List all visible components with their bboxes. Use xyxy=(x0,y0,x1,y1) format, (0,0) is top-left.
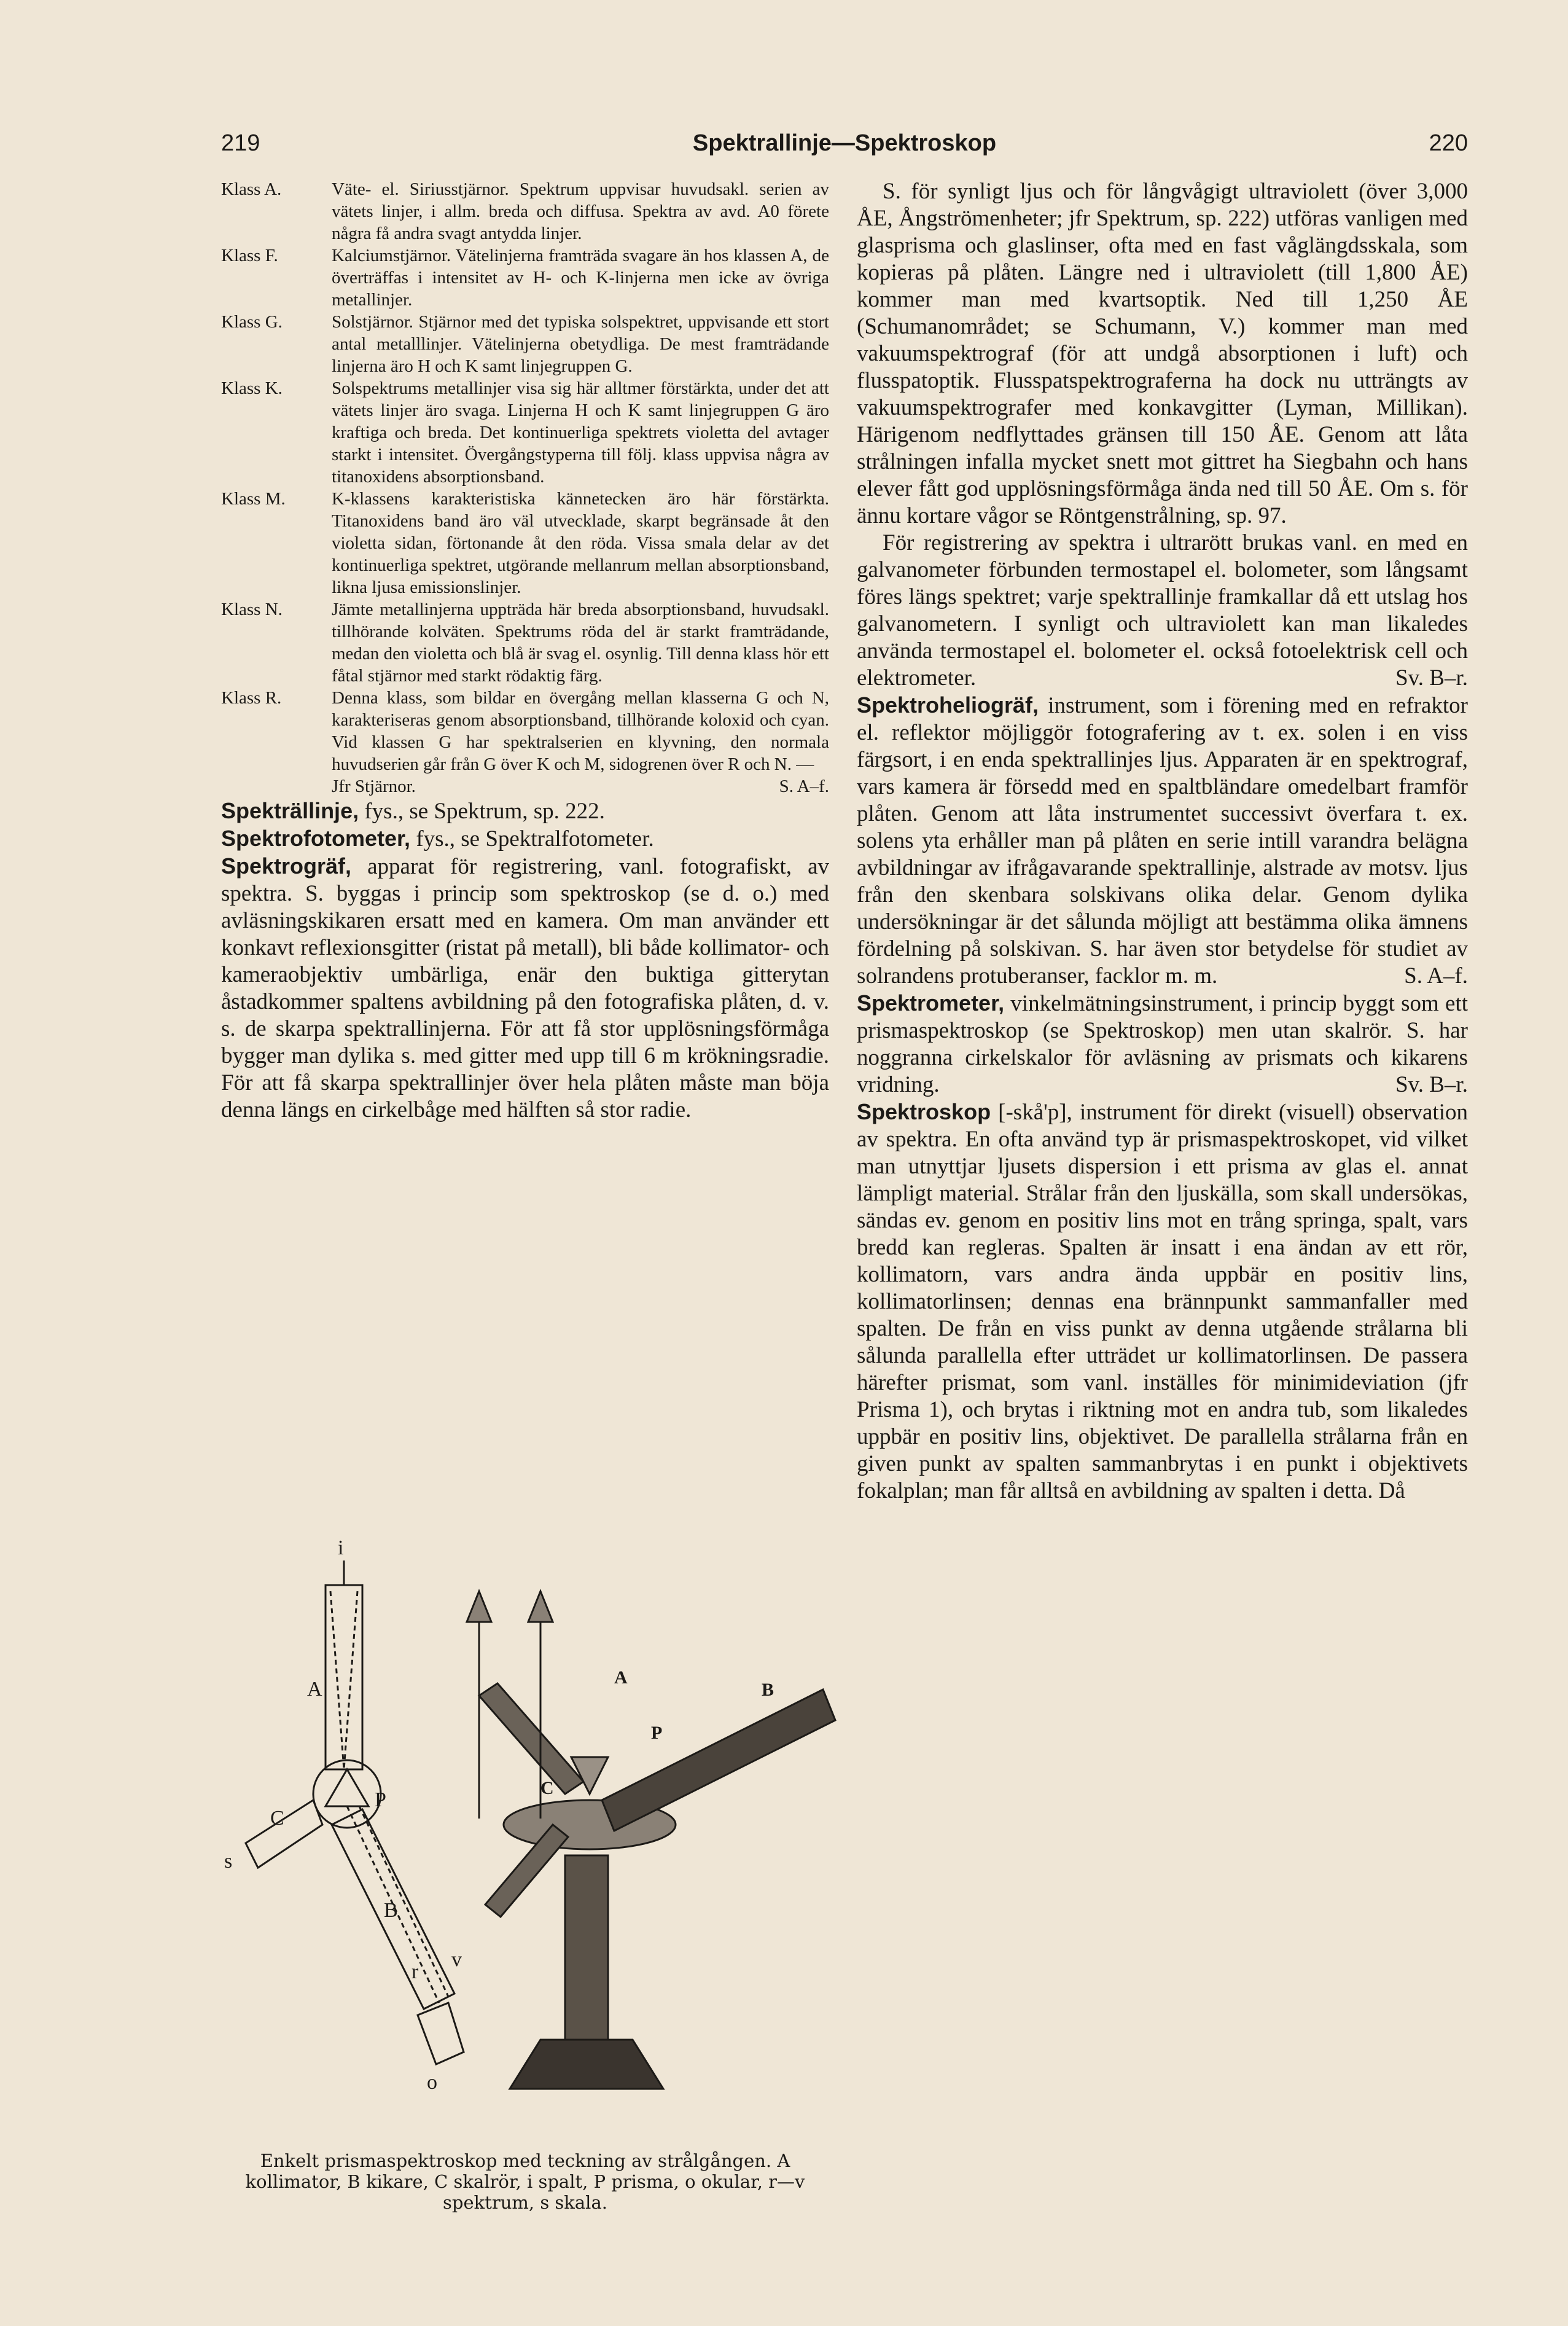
label-p: P xyxy=(375,1788,386,1811)
entry-text: fys., se Spektrum, sp. 222. xyxy=(359,799,605,824)
class-entry xyxy=(221,178,829,245)
paragraph xyxy=(857,178,1468,530)
entry-text: [-skå'p], instrument för direkt (visuell) observation av spektra. En ofta använd typ är prismaspektroskopet, vid vilket man utnyttjar ljusets dispersion i ett prisma av glas el. annat lämpligt material. Strålar från den ljuskälla, som skall undersökas, sändas ev. genom en positiv lins mot en trång springa, spalt, vars bredd kan regleras. Spalten är insatt i ena ändan av ett rör, kollimatorn, vars andra ända uppbär en positiv lins, kollimatorlinsen; dennas ena brännpunkt sammanfaller med spalten. De från en viss punkt av denna utgående strålarna bli sålunda parallella efter utträdet ur kollimatorlinsen. De passera härefter prismat, som vanl. inställes för minimideviation (jfr Prisma 1), och brytas i riktning mot en andra tub, som likaledes uppbär en positiv lins, objektivet. De parallella strålarna från en given punkt av spalten sammanbrytas i en punkt i objektivets fokalplan; man får alltså en avbildning av spalten i detta. Då xyxy=(857,1100,1468,1503)
class-text: Solspektrums metallinjer visa sig här alltmer förstärkta, under det att vätets linjer äro svaga. Linjerna H och K samt linjegruppen G äro kraftiga och breda. Det kontinuerliga spektrets violetta del avtager starkt i intensitet. Övergångstyperna till följ. klass uppvisa några av titanoxidens absorptionsband. xyxy=(332,378,829,487)
flame-icon xyxy=(467,1591,491,1622)
entry-headword: Spektrometer, xyxy=(857,990,1005,1016)
apparatus-label-c: C xyxy=(540,1778,554,1798)
label-a: A xyxy=(307,1678,322,1701)
class-label: Klass K. xyxy=(221,378,283,398)
apparatus-label-p: P xyxy=(651,1723,663,1743)
spectroscope-apparatus xyxy=(467,1591,835,2089)
paragraph xyxy=(857,530,1468,692)
class-label: Klass R. xyxy=(221,688,282,708)
class-label: Klass F. xyxy=(221,246,278,265)
class-text: Jämte metallinjerna uppträda här breda absorptionsband, huvudsakl. tillhörande kolväten. Spektrums röda del är starkt framträdande, medan den violetta och blå är svag el. osynlig. Till denna klass hör ett fåtal stjärnor med starkt rödaktig färg. xyxy=(332,600,829,686)
running-header xyxy=(221,130,1468,167)
label-b: B xyxy=(384,1899,398,1922)
label-c: C xyxy=(270,1807,284,1830)
class-entry xyxy=(221,687,829,775)
entry-headword: Spektroheliogräf, xyxy=(857,692,1039,718)
entry-spektrallinje xyxy=(221,797,829,825)
spectral-class-list xyxy=(221,178,829,797)
ray-line xyxy=(330,1591,344,1769)
entry-text: apparat för registrering, vanl. fotografiskt, av spektra. S. byggas i princip som spektroskop (se d. o.) med avläsningskikaren ersatt med en kamera. Om man använder ett konkavt reflexionsgitter (ristat på metall), bli både kollimator- och kameraobjektiv umbärliga, enär den buktiga gitterytan åstadkommer spaltens avbildning på den fotografiska plåten, d. v. s. de skarpa spektrallinjerna. För att få stor upplösningsförmåga bygger man dylika s. med gitter med upp till 6 m krökningsradie. För att få skarpa spektrallinjer över hela plåten måste man böja denna längs en cirkelbåge med hälften så stor radie. xyxy=(221,854,829,1122)
spectroscope-figure xyxy=(221,1536,854,2150)
class-text: Väte- el. Siriusstjärnor. Spektrum uppvisar huvudsakl. serien av vätets linjer, i allm. breda och diffusa. Spektra av avd. A0 förete några få andra svagt antydda linjer. xyxy=(332,179,829,243)
ray-line xyxy=(344,1591,357,1769)
class-label: Klass G. xyxy=(221,312,283,332)
apparatus-label-a: A xyxy=(614,1667,628,1688)
label-s: s xyxy=(224,1850,233,1873)
entry-headword: Spektroskop xyxy=(857,1099,991,1124)
running-title: Spektrallinje—Spektroskop xyxy=(692,130,997,156)
class-label: Klass A. xyxy=(221,179,282,199)
right-column xyxy=(857,178,1468,1505)
class-entry xyxy=(221,377,829,488)
collimator-tube xyxy=(326,1585,362,1769)
author-signature: S. A–f. xyxy=(779,777,829,796)
author-signature: S. A–f. xyxy=(1404,963,1468,989)
entry-text: instrument, som i förening med en refraktor el. reflektor möjliggör fotografering av t. ex. solen i en viss färgsort, i en enda spektrallinjes ljus. Apparaten är en spektrograf, vars kamera är försedd med en spaltbländare omedelbart framför plåten. Genom att låta instrumentet successivt överfara t. ex. solens yta erhåller man på plåten en serie intill varandra belägna avbildningar av ifrågavarande spektrallinje, alstrade av motsv. ljus från den skenbara solskivans olika delar. Genom dylika undersökningar är det sålunda möjligt att bestämma olika ämnens fördelning på solskivan. S. har även stor betydelse för studiet av solrandens protuberanser, facklor m. m. xyxy=(857,693,1468,989)
class-text: K-klassens karakteristiska kännetecken äro här förstärkta. Titanoxidens band äro väl utvecklade, skarpt begränsade åt den violetta sidan, förtonande åt den röda. Vissa smala delar av det kontinuerliga spektret, utgörande mellanrum mellan absorptionsband, likna ljusa emissionslinjer. xyxy=(332,489,829,597)
eyepiece-tube xyxy=(418,2003,464,2064)
class-text: Solstjärnor. Stjärnor med det typiska solspektret, uppvisande ett stort antal metalllinjer. Vätelinjerna obetydliga. De mest framträdande linjerna äro H och K samt linjegruppen G. xyxy=(332,312,829,376)
page-number-right: 220 xyxy=(1429,130,1468,156)
class-label: Klass N. xyxy=(221,600,283,619)
stand-base xyxy=(510,2040,663,2089)
telescope-icon xyxy=(602,1690,835,1831)
collimator-icon xyxy=(479,1683,583,1794)
label-v: v xyxy=(451,1948,462,1971)
cross-reference: Jfr Stjärnor. xyxy=(332,777,416,796)
apparatus-label-b: B xyxy=(762,1680,774,1700)
class-text: Kalciumstjärnor. Vätelinjerna framträda svagare än hos klassen A, de överträffas i intensitet av H- och K-linjerna men icke av övriga metallinjer. xyxy=(332,246,829,310)
entry-spektroheliograf xyxy=(857,692,1468,990)
entry-spektrometer xyxy=(857,990,1468,1098)
class-text: Denna klass, som bildar en övergång mellan klasserna G och N, karakteriseras genom absorptionsband, tillhörande koloxid och cyan. Vid klassen G har spektralserien en klyvning, den normala huvudserien går från G över K och M, sidogrenen över R och N. — xyxy=(332,688,829,774)
label-r: r xyxy=(412,1960,419,1983)
flame-icon xyxy=(528,1591,553,1622)
author-signature: Sv. B–r. xyxy=(1395,665,1468,691)
entry-headword: Spektrogräf, xyxy=(221,853,352,879)
page-number-left: 219 xyxy=(221,130,260,156)
entry-spektroskop xyxy=(857,1098,1468,1505)
class-entry xyxy=(221,598,829,687)
entry-text: vinkelmätningsinstrument, i princip byggt som ett prismaspektroskop (se Spektroskop) men utan skalrör. S. har noggranna cirkelskalor för avläsning av prismats och kikarens vridning. xyxy=(857,991,1468,1097)
entry-headword: Spektrofotometer, xyxy=(221,826,411,851)
entry-text: fys., se Spektralfotometer. xyxy=(410,826,654,852)
prism-icon xyxy=(326,1769,369,1806)
stand-column xyxy=(565,1855,608,2040)
paragraph-text: S. för synligt ljus och för långvågigt ultraviolett (över 3,000 ÅE, Ångströmenheter; jfr Spektrum, sp. 222) utföras vanligen med glasprisma och glaslinser, ofta med en fast våglängdsskala, som kopieras på plåten. Längre ned i ultraviolett (till 1,800 ÅE) kommer man med kvartsoptik. Ned till 1,250 ÅE (Schumanområdet; se Schumann, V.) kommer man med vakuumspektrograf (för att undgå absorptionen i luft) och flusspatoptik. Flusspatspektrograferna ha dock nu utträngts av vakuumspektrografer med konkavgitter (Lyman, Millikan). Härigenom nedflyttades gränsen till 150 ÅE. Genom att låta strålningen infalla mycket snett mot gittret ha Siegbahn och hans elever fått god upplösningsförmåga ända ned till 50 ÅE. Om s. för ännu kortare vågor se Röntgenstrålning, sp. 97. xyxy=(857,179,1468,528)
class-entry xyxy=(221,311,829,377)
entry-headword: Spekträllinje, xyxy=(221,798,359,823)
label-i: i xyxy=(338,1537,344,1559)
left-column xyxy=(221,178,829,1124)
author-signature: Sv. B–r. xyxy=(1395,1072,1468,1097)
label-o: o xyxy=(427,2071,437,2094)
class-entry xyxy=(221,245,829,311)
class-label: Klass M. xyxy=(221,489,286,509)
figure-caption: Enkelt prismaspektroskop med teckning av strålgången. A kollimator, B kikare, C skalrör, i spalt, P prisma, o okular, r—v spektrum, s skala. xyxy=(245,2150,805,2213)
class-signoff xyxy=(221,775,829,797)
paragraph-text: För registrering av spektra i ultrarött brukas vanl. en med en galvanometer förbunden termostapel el. bolometer, som långsamt föres längs spektret; varje spektrallinje framkallar då ett utslag hos galvanometern. I synligt och ultraviolett kan man likaledes använda termostapel el. bolometer el. också fotoelektrisk cell och elektrometer. xyxy=(857,530,1468,691)
entry-spektrograf xyxy=(221,853,829,1124)
diagram-labels xyxy=(224,1537,462,2094)
entry-spektrofotometer xyxy=(221,825,829,853)
class-entry xyxy=(221,488,829,598)
